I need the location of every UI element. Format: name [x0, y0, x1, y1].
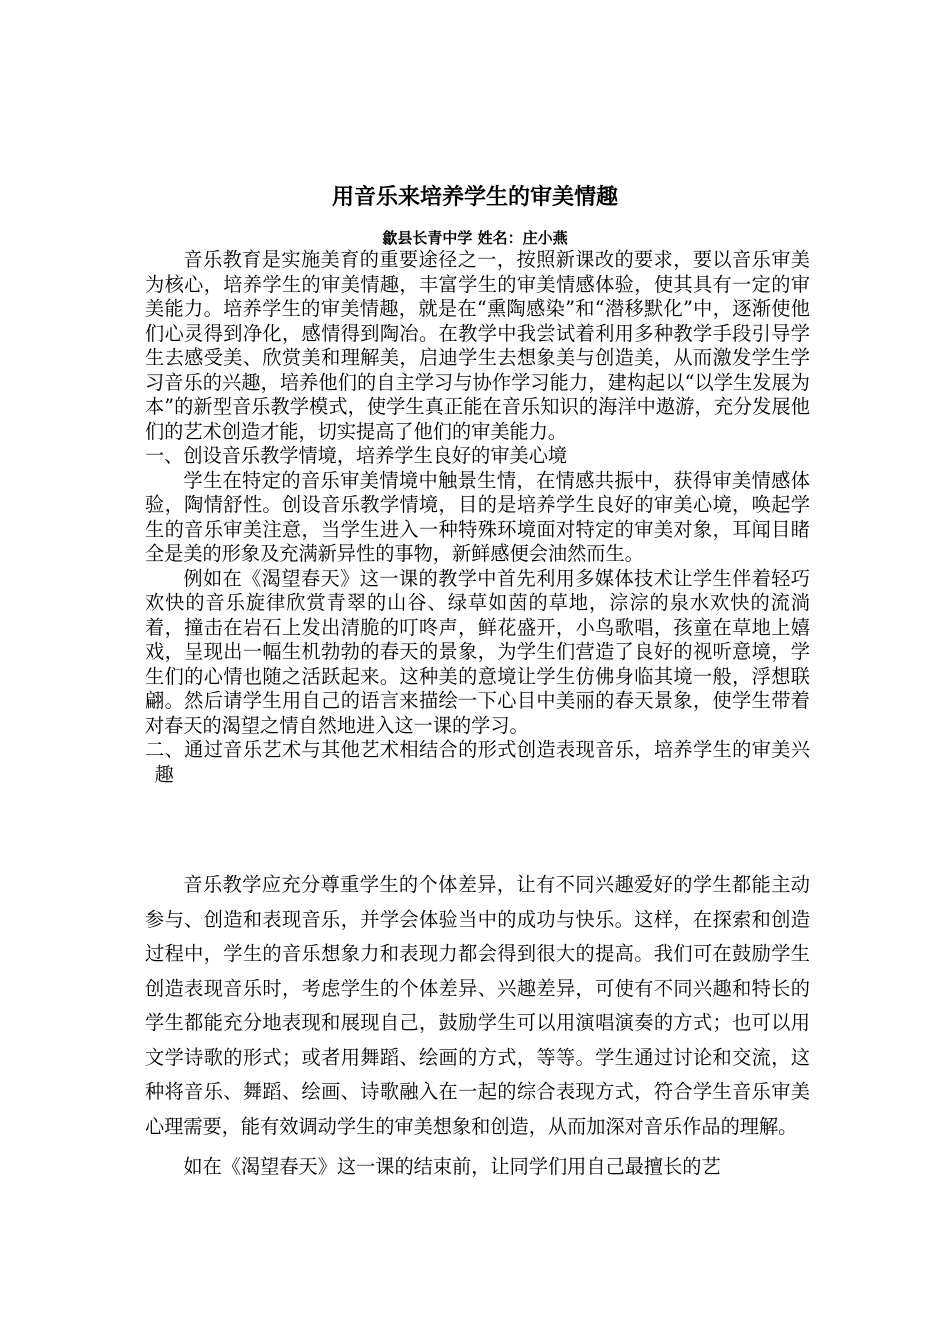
section-2-heading: 二、通过音乐艺术与其他艺术相结合的形式创造表现音乐，培养学生的审美兴趣	[145, 738, 810, 786]
section-1-paragraph-1: 学生在特定的音乐审美情境中触景生情，在情感共振中，获得审美情感体验，陶情舒性。创设音乐教学情境，目的是培养学生良好的审美心境，唤起学生的音乐审美注意，当学生进入一种特殊环境面对特定的审美对象，耳闻目睹全是美的形象及充满新异性的事物，新鲜感便会油然而生。	[145, 468, 810, 565]
section-2-paragraph-1: 音乐教学应充分尊重学生的个体差异，让有不同兴趣爱好的学生都能主动参与、创造和表现音乐，并学会体验当中的成功与快乐。这样，在探索和创造过程中，学生的音乐想象力和表现力都会得到很大的提高。我们可在鼓励学生创造表现音乐时，考虑学生的个体差异、兴趣差异，可使有不同兴趣和特长的学生都能充分地表现和展现自己，鼓励学生可以用演唱演奏的方式；也可以用文学诗歌的形式；或者用舞蹈、绘画的方式，等等。学生通过讨论和交流，这种将音乐、舞蹈、绘画、诗歌融入在一起的综合表现方式，符合学生音乐审美心理需要，能有效调动学生的审美想象和创造，从而加深对音乐作品的理解。	[145, 873, 810, 1138]
author-byline: 歙县长青中学 姓名：庄小燕	[382, 229, 568, 247]
intro-paragraph: 音乐教育是实施美育的重要途径之一，按照新课改的要求，要以音乐审美为核心，培养学生的审美情趣，丰富学生的审美情感体验，使其具有一定的审美能力。培养学生的审美情趣，就是在“熏陶感染”和“潜移默化”中，逐渐使他们心灵得到净化，感情得到陶冶。在教学中我尝试着利用多种教学手段引导学生去感受美、欣赏美和理解美，启迪学生去想象美与创造美，从而激发学生学习音乐的兴趣，培养他们的自主学习与协作学习能力，建构起以“以学生发展为本”的新型音乐教学模式，使学生真正能在音乐知识的海洋中遨游，充分发展他们的艺术创造才能，切实提高了他们的审美能力。	[145, 248, 810, 443]
section-1-heading: 一、创设音乐教学情境，培养学生良好的审美心境	[145, 444, 568, 467]
section-2-paragraph-2: 如在《渴望春天》这一课的结束前，让同学们用自己最擅长的艺	[183, 1155, 721, 1178]
document-title: 用音乐来培养学生的审美情趣	[331, 185, 618, 210]
body-block-1	[145, 248, 810, 787]
section-1-paragraph-2: 例如在《渴望春天》这一课的教学中首先利用多媒体技术让学生伴着轻巧欢快的音乐旋律欣赏青翠的山谷、绿草如茵的草地，淙淙的泉水欢快的流淌着，撞击在岩石上发出清脆的叮咚声，鲜花盛开，小鸟歌唱，孩童在草地上嬉戏，呈现出一幅生机勃勃的春天的景象，为学生们营造了良好的视听意境，学生们的心情也随之活跃起来。这种美的意境让学生仿佛身临其境一般，浮想联翩。然后请学生用自己的语言来描绘一下心目中美丽的春天景象，使学生带着对春天的渴望之情自然地进入这一课的学习。	[145, 566, 810, 737]
body-block-2	[145, 868, 810, 1185]
